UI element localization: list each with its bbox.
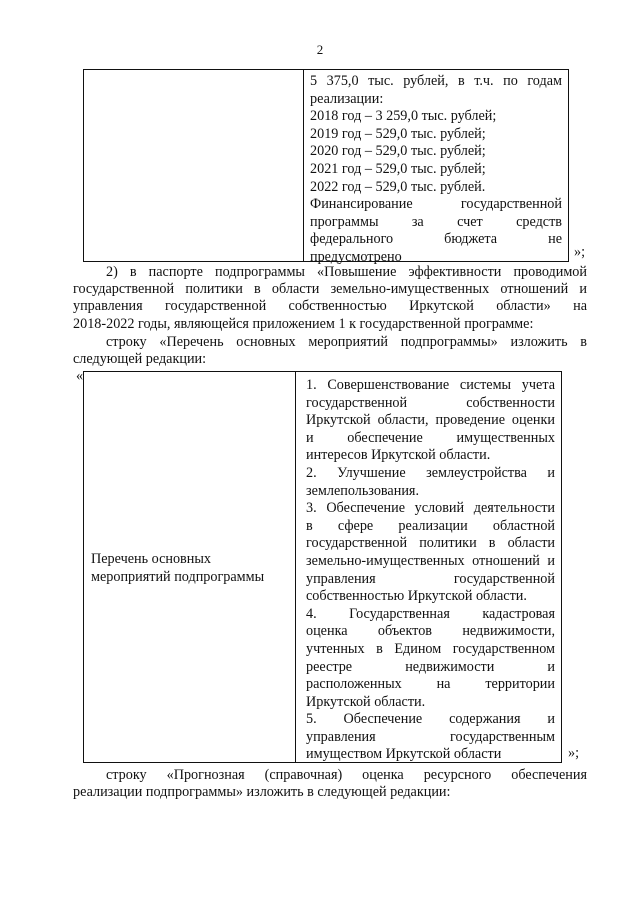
text-line: государственной политики в области <box>306 535 555 552</box>
text-line: строку «Прогнозная (справочная) оценка ресурсного обеспечения <box>106 767 587 783</box>
table2-closing-quote: »; <box>568 745 580 761</box>
text-line: интересов Иркутской области. <box>306 447 491 464</box>
text-line: реализации подпрограммы» изложить в следующей редакции: <box>73 784 451 801</box>
text-line: 1. Совершенствование системы учета <box>306 377 555 393</box>
text-line: 5 375,0 тыс. рублей, в т.ч. по годам <box>310 73 562 89</box>
text-line: землепользования. <box>306 482 419 499</box>
paragraph-passport-amendment <box>73 264 587 333</box>
text-line: Иркутской области, проведение оценки <box>306 412 555 429</box>
text-line: учтенных в Едином государственном <box>306 640 555 657</box>
table2-right-text <box>306 377 555 764</box>
text-line: 2018 год – 3 259,0 тыс. рублей; <box>310 108 497 125</box>
text-line: 2021 год – 529,0 тыс. рублей; <box>310 160 486 177</box>
text-line: следующей редакции: <box>73 351 207 368</box>
text-line: Финансирование государственной <box>310 196 562 213</box>
text-line: управления государственным <box>306 728 555 745</box>
text-line: земельно-имущественных отношений и <box>306 552 555 569</box>
text-line: 5. Обеспечение содержания и <box>306 711 555 728</box>
paragraph-resource-estimate-row <box>73 767 587 801</box>
text-line: государственной собственности <box>306 394 555 411</box>
table1-right-text <box>310 73 562 267</box>
text-line: 2018-2022 годы, являющейся приложением 1 к государственной программе: <box>73 315 534 332</box>
text-line: 2022 год – 529,0 тыс. рублей. <box>310 178 486 195</box>
text-line: имуществом Иркутской области <box>306 746 502 763</box>
text-line: в сфере реализации областной <box>306 517 555 534</box>
text-line: управления государственной собственностью Иркутской области» на <box>73 298 587 315</box>
text-line: строку «Перечень основных мероприятий подпрограммы» изложить в <box>106 334 587 350</box>
text-line: 2. Улучшение землеустройства и <box>306 464 555 481</box>
text-line: Иркутской области. <box>306 693 426 710</box>
paragraph-events-list-row <box>73 334 587 368</box>
text-line: 2020 год – 529,0 тыс. рублей; <box>310 143 486 160</box>
text-line: и обеспечение имущественных <box>306 429 555 446</box>
table2-right-cell <box>295 371 562 763</box>
table2-left-text <box>91 551 291 586</box>
table1-right-cell <box>303 69 569 265</box>
text-line: реестре недвижимости и <box>306 658 555 675</box>
text-line: реализации: <box>310 90 384 107</box>
text-line: управления государственной <box>306 570 555 587</box>
text-line: Перечень основных <box>91 551 211 567</box>
text-line: государственной политики в области земельно-имущественных отношений и <box>73 281 587 298</box>
text-line: федерального бюджета не <box>310 231 562 248</box>
text-line: программы за счет средств <box>310 213 562 230</box>
text-line: предусмотрено <box>310 248 402 265</box>
text-line: собственностью Иркутской области. <box>306 588 527 605</box>
page-number: 2 <box>316 42 324 57</box>
table1-closing-quote: »; <box>574 244 586 260</box>
text-line: мероприятий подпрограммы <box>91 568 265 585</box>
text-line: 3. Обеспечение условий деятельности <box>306 500 555 517</box>
text-line: 4. Государственная кадастровая <box>306 605 555 622</box>
text-line: расположенных на территории <box>306 676 555 693</box>
table2-opening-quote: « <box>76 368 84 384</box>
text-line: 2) в паспорте подпрограммы «Повышение эффективности проводимой <box>106 264 587 280</box>
table2-left-cell <box>83 371 296 763</box>
text-line: 2019 год – 529,0 тыс. рублей; <box>310 125 486 142</box>
table1-left-cell <box>83 69 304 262</box>
text-line: оценка объектов недвижимости, <box>306 623 555 640</box>
